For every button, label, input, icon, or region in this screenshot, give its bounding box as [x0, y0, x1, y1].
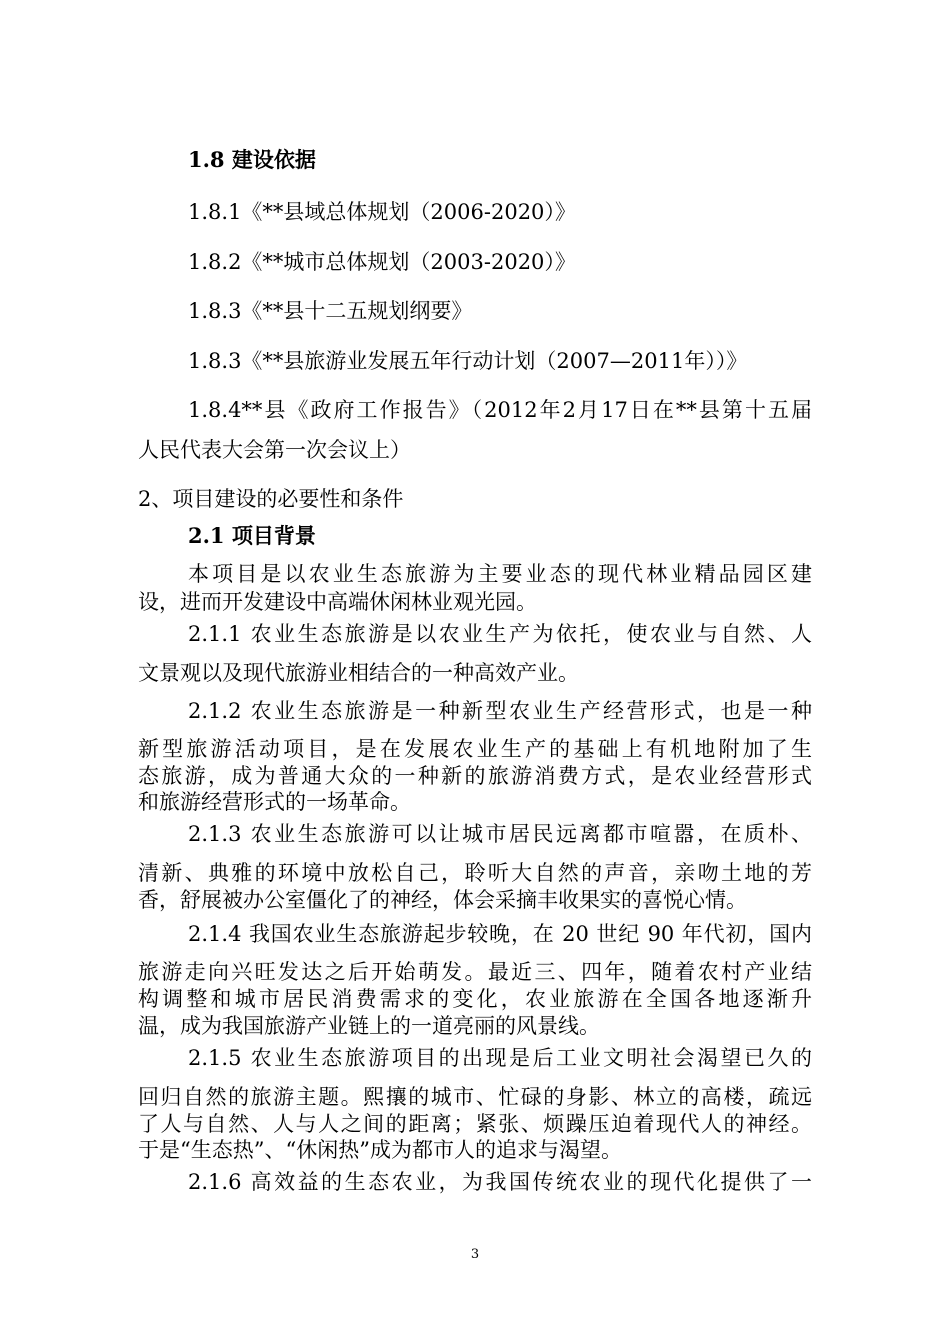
para-2-1-2-line-1: 2.1.2 农业生态旅游是一种新型农业生产经营形式，也是一种 — [188, 699, 812, 723]
reference-1-8-2: 1.8.2《**城市总体规划（2003-2020）》 — [188, 250, 576, 274]
reference-1-8-4-line-1: 1.8.4**县《政府工作报告》（2012年2月17日在**县第十五届 — [188, 398, 812, 422]
para-2-1-4-line-1: 2.1.4 我国农业生态旅游起步较晚，在 20 世纪 90 年代初，国内 — [188, 922, 812, 946]
reference-1-8-4-line-2: 人民代表大会第一次会议上） — [138, 438, 411, 462]
para-2-1-5-line-4: 于是“生态热”、“休闲热”成为都市人的追求与渴望。 — [138, 1138, 622, 1162]
reference-1-8-3a: 1.8.3《**县十二五规划纲要》 — [188, 299, 473, 323]
para-2-1-1-line-1: 2.1.1 农业生态旅游是以农业生产为依托，使农业与自然、人 — [188, 622, 812, 646]
para-2-1-4-line-3: 构调整和城市居民消费需求的变化，农业旅游在全国各地逐渐升 — [138, 987, 812, 1011]
para-2-1-1-line-2: 文景观以及现代旅游业相结合的一种高效产业。 — [138, 661, 579, 685]
para-2-1-2-line-3: 态旅游，成为普通大众的一种新的旅游消费方式，是农业经营形式 — [138, 764, 812, 788]
page-number: 3 — [470, 1247, 480, 1262]
para-2-1-2-line-2: 新型旅游活动项目，是在发展农业生产的基础上有机地附加了生 — [138, 737, 812, 761]
para-2-1-3-line-1: 2.1.3 农业生态旅游可以让城市居民远离都市喧嚣，在质朴、 — [188, 822, 812, 846]
heading-1-8: 1.8 建设依据 — [188, 147, 316, 172]
section-2-heading: 2、项目建设的必要性和条件 — [138, 487, 404, 511]
para-2-1-5-line-2: 回归自然的旅游主题。熙攘的城市、忙碌的身影、林立的高楼，疏远 — [138, 1085, 812, 1109]
intro-paragraph-line-2: 设，进而开发建设中高端休闲林业观光园。 — [138, 590, 537, 614]
para-2-1-5-line-3: 了人与自然、人与人之间的距离；紧张、烦躁压迫着现代人的神经。 — [138, 1112, 812, 1136]
para-2-1-5-line-1: 2.1.5 农业生态旅游项目的出现是后工业文明社会渴望已久的 — [188, 1046, 812, 1070]
para-2-1-3-line-3: 香，舒展被办公室僵化了的神经，体会采摘丰收果实的喜悦心情。 — [138, 888, 747, 912]
para-2-1-3-line-2: 清新、典雅的环境中放松自己，聆听大自然的声音，亲吻土地的芳 — [138, 861, 812, 885]
para-2-1-2-line-4: 和旅游经营形式的一场革命。 — [138, 790, 411, 814]
heading-2-1: 2.1 项目背景 — [188, 523, 316, 548]
intro-paragraph-line-1: 本项目是以农业生态旅游为主要业态的现代林业精品园区建 — [188, 562, 812, 586]
para-2-1-6-line-1: 2.1.6 高效益的生态农业，为我国传统农业的现代化提供了一 — [188, 1170, 812, 1194]
reference-1-8-3b: 1.8.3《**县旅游业发展五年行动计划（2007—2011年））》 — [188, 349, 748, 373]
reference-1-8-1: 1.8.1《**县域总体规划（2006-2020）》 — [188, 200, 576, 224]
para-2-1-4-line-4: 温，成为我国旅游产业链上的一道亮丽的风景线。 — [138, 1014, 600, 1038]
para-2-1-4-line-2: 旅游走向兴旺发达之后开始萌发。最近三、四年，随着农村产业结 — [138, 960, 812, 984]
